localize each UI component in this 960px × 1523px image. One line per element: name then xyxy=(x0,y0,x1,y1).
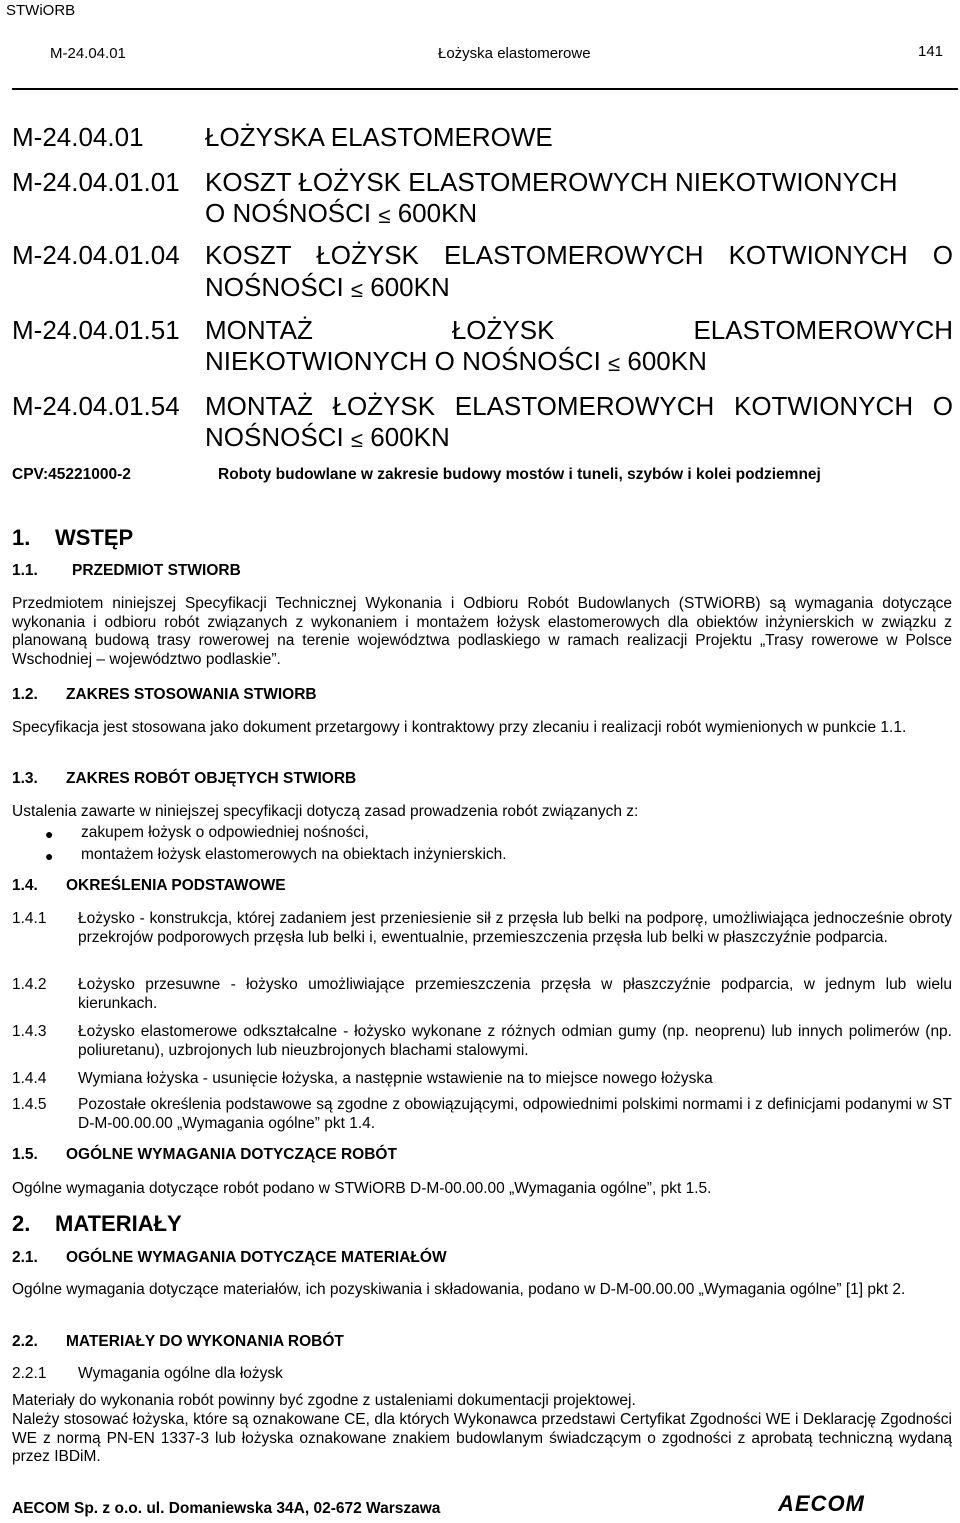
capacity-value: 600KN xyxy=(370,422,450,452)
subsection-title: OKREŚLENIA PODSTAWOWE xyxy=(66,877,286,894)
subsection-number: 1.3. xyxy=(12,770,38,787)
less-equal-icon: ≤ xyxy=(350,427,363,452)
subsubsection-number: 2.2.1 xyxy=(12,1365,47,1382)
subsection-number: 1.5. xyxy=(12,1146,38,1163)
header-rule xyxy=(12,88,958,90)
paragraph: Specyfikacja jest stosowana jako dokument przetargowy i kontraktowy przy zlecaniu i realizacji robót wymienionych w punkcie 1.1. xyxy=(12,719,907,736)
title-line xyxy=(205,198,953,231)
title-line: KOSZT ŁOŻYSK ELASTOMEROWYCH NIEKOTWIONYCH xyxy=(205,167,898,197)
definition-text: Wymiana łożyska - usunięcie łożyska, a następnie wstawienie na to miejsce nowego łożyska xyxy=(78,1070,713,1087)
header-title: Łożyska elastomerowe xyxy=(438,45,591,62)
subsection-number: 1.1. xyxy=(12,562,38,579)
definition-number: 1.4.3 xyxy=(12,1023,47,1040)
subsection-title: OGÓLNE WYMAGANIA DOTYCZĄCE ROBÓT xyxy=(66,1146,397,1163)
title-code: M-24.04.01.01 xyxy=(12,167,180,197)
capacity-value: 600KN xyxy=(627,346,707,376)
title-word: MONTAŻ xyxy=(205,315,313,345)
less-equal-icon: ≤ xyxy=(608,351,621,376)
title-line: KOSZT ŁOŻYSK ELASTOMEROWYCH KOTWIONYCH O xyxy=(205,240,953,270)
title-code: M-24.04.01.54 xyxy=(12,391,180,421)
title-line-part: O NOŚNOŚCI xyxy=(205,198,372,228)
capacity-value: 600KN xyxy=(370,272,450,302)
list-item: montażem łożysk elastomerowych na obiektach inżynierskich. xyxy=(81,846,507,863)
bullet-icon: ● xyxy=(45,848,54,864)
subsection-number: 1.2. xyxy=(12,686,38,703)
paragraph: Przedmiotem niniejszej Specyfikacji Technicznej Wykonania i Odbioru Robót Budowlanych (STWiORB) są wymagania dotyczące wykonania i odbioru robót związanych z wykonaniem i montażem łożysk elastomerowych dla obiektów inżynierskich w związku z planowaną budową trasy rowerowej na terenie województwa podlaskiego w ramach realizacji Projektu „Trasy rowerowe w Polsce Wschodniej – województwo podlaskie”. xyxy=(12,595,952,668)
definition-text: Łożysko przesuwne - łożysko umożliwiające przemieszczenia przęsła w płaszczyźnie podparcia, w jednym lub wielu kierunkach. xyxy=(78,976,952,1012)
subsubsection-title: Wymagania ogólne dla łożysk xyxy=(78,1365,283,1382)
definition-text: Łożysko - konstrukcja, której zadaniem jest przeniesienie sił z przęsła lub belki na podporę, umożliwiająca jednocześnie obroty przekrojów podporowych przęsła lub belki i, ewentualnie, przemieszczenia przęsła lub belki w płaszczyźnie podparcia. xyxy=(78,910,952,946)
header-org: STWiORB xyxy=(6,2,76,19)
title-code: M-24.04.01 xyxy=(12,122,144,152)
list-item: zakupem łożysk o odpowiedniej nośności, xyxy=(81,824,369,841)
title-line xyxy=(205,422,953,455)
title-line: ŁOŻYSKA ELASTOMEROWE xyxy=(205,122,553,152)
cpv-code: CPV:45221000-2 xyxy=(12,466,131,483)
title-code: M-24.04.01.51 xyxy=(12,315,180,345)
subsection-title: ZAKRES ROBÓT OBJĘTYCH STWIORB xyxy=(66,770,357,787)
title-word: ŁOŻYSK xyxy=(451,315,555,345)
subsection-number: 2.1. xyxy=(12,1249,38,1266)
title-line-part: NIEKOTWIONYCH O NOŚNOŚCI xyxy=(205,346,601,376)
paragraph: Ogólne wymagania dotyczące materiałów, ich pozyskiwania i składowania, podano w D-M-00.00.00 „Wymagania ogólne” [1] pkt 2. xyxy=(12,1281,906,1298)
title-line-part: NOŚNOŚCI xyxy=(205,272,344,302)
definition-text: Łożysko elastomerowe odkształcalne - łożysko wykonane z różnych odmian gumy (np. neoprenu) lub innych polimerów (np. poliuretanu), uzbrojonych lub nieuzbrojonych blachami stalowymi. xyxy=(78,1023,952,1059)
less-equal-icon: ≤ xyxy=(378,203,391,228)
aecom-logo xyxy=(778,1491,886,1515)
title-code: M-24.04.01.04 xyxy=(12,240,180,270)
paragraph: Ogólne wymagania dotyczące robót podano w STWiORB D-M-00.00.00 „Wymagania ogólne”, pkt 1.5. xyxy=(12,1180,712,1197)
paragraph: Należy stosować łożyska, które są oznakowane CE, dla których Wykonawca przedstawi Certyfikat Zgodności WE i Deklarację Zgodności WE z normą PN-EN 1337-3 lub łożyska oznakowane znakiem budowlanym świadczącym o zgodności z aprobatą techniczną wydaną przez IBDiM. xyxy=(12,1411,952,1465)
title-line xyxy=(205,346,953,379)
title-line xyxy=(205,272,953,305)
paragraph: Ustalenia zawarte w niniejszej specyfikacji dotyczą zasad prowadzenia robót związanych z: xyxy=(12,803,639,820)
subsection-title: ZAKRES STOSOWANIA STWIORB xyxy=(66,686,317,703)
definition-number: 1.4.1 xyxy=(12,910,47,927)
logo-text: AECOM xyxy=(778,1491,865,1515)
title-word: ELASTOMEROWYCH xyxy=(693,315,953,345)
subsection-title: OGÓLNE WYMAGANIA DOTYCZĄCE MATERIAŁÓW xyxy=(66,1249,447,1266)
subsection-title: MATERIAŁY DO WYKONANIA ROBÓT xyxy=(66,1333,344,1350)
section-title: WSTĘP xyxy=(55,525,134,550)
subsection-number: 1.4. xyxy=(12,877,38,894)
section-number: 2. xyxy=(12,1211,31,1236)
capacity-value: 600KN xyxy=(397,198,478,228)
subsection-title: PRZEDMIOT STWIORB xyxy=(72,562,241,579)
section-number: 1. xyxy=(12,525,31,550)
definition-number: 1.4.5 xyxy=(12,1096,47,1113)
header-code: M-24.04.01 xyxy=(50,45,126,62)
subsection-number: 2.2. xyxy=(12,1333,38,1350)
paragraph: Materiały do wykonania robót powinny być zgodne z ustaleniami dokumentacji projektowej. xyxy=(12,1392,636,1409)
header-page-number: 141 xyxy=(918,43,944,60)
title-line xyxy=(205,315,953,346)
definition-text: Pozostałe określenia podstawowe są zgodne z obowiązującymi, odpowiednimi polskimi normami i z definicjami podanymi w ST D-M-00.00.00 „Wymagania ogólne” pkt 1.4. xyxy=(78,1096,952,1132)
title-line: MONTAŻ ŁOŻYSK ELASTOMEROWYCH KOTWIONYCH O xyxy=(205,391,953,421)
section-title: MATERIAŁY xyxy=(55,1211,182,1236)
title-line-part: NOŚNOŚCI xyxy=(205,422,344,452)
definition-number: 1.4.4 xyxy=(12,1070,47,1087)
less-equal-icon: ≤ xyxy=(350,277,363,302)
bullet-icon: ● xyxy=(45,826,54,842)
definition-number: 1.4.2 xyxy=(12,976,47,993)
cpv-description: Roboty budowlane w zakresie budowy mostów i tuneli, szybów i kolei podziemnej xyxy=(218,466,821,483)
footer-address: AECOM Sp. z o.o. ul. Domaniewska 34A, 02-672 Warszawa xyxy=(12,1500,441,1517)
